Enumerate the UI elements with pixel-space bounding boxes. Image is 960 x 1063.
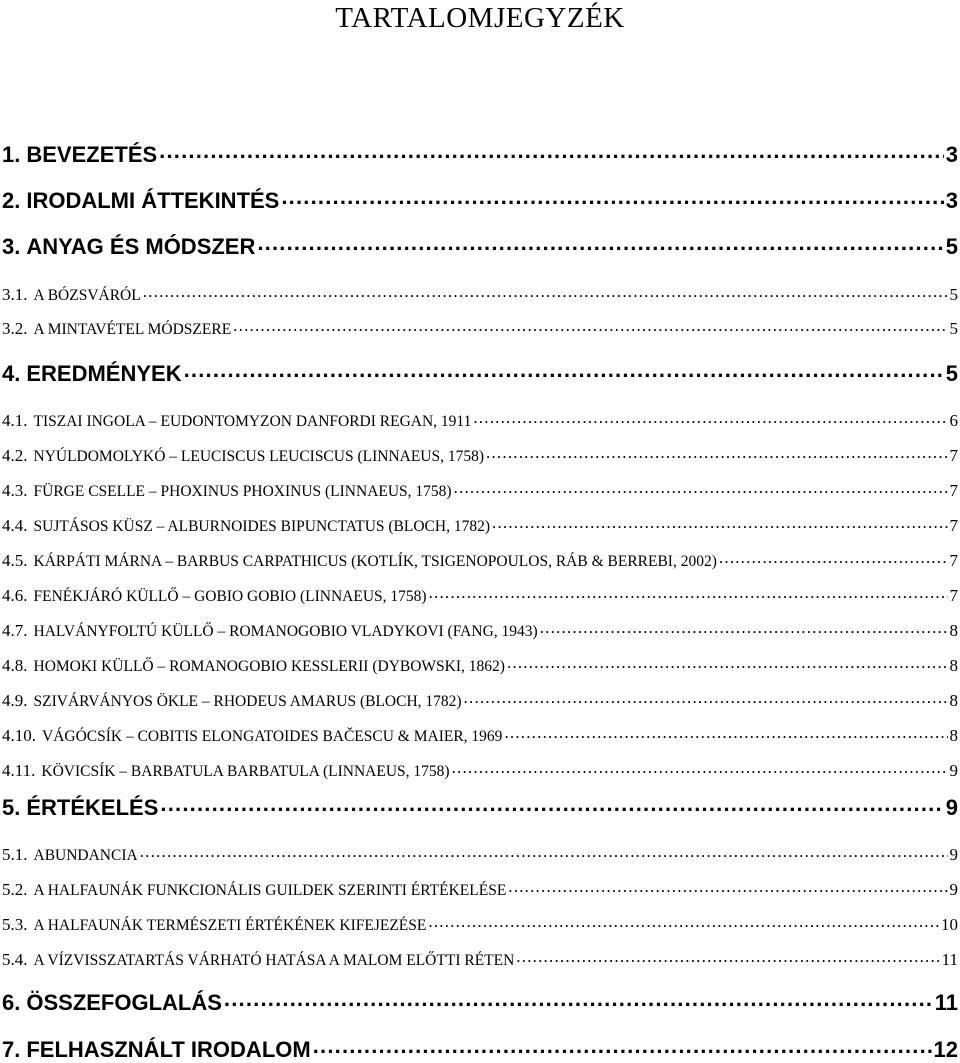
toc-entry[interactable] xyxy=(0,283,958,305)
toc-page-number: 9 xyxy=(949,845,958,864)
toc-entry-number: 4.5. xyxy=(2,551,28,570)
toc-entry-number: 4.11. xyxy=(2,761,36,780)
toc-leader-dots xyxy=(504,724,947,741)
toc-entry-number: 5.4. xyxy=(2,950,28,969)
toc-entry-title: FENÉKJÁRÓ KÜLLŐ – GOBIO GOBIO (LINNAEUS, 1758) xyxy=(33,588,427,605)
toc-entry[interactable] xyxy=(0,186,958,214)
toc-leader-dots xyxy=(464,689,948,706)
toc-entry-title: BEVEZETÉS xyxy=(26,142,158,167)
toc-entry-title: EREDMÉNYEK xyxy=(26,361,182,386)
toc-entry[interactable] xyxy=(0,444,958,466)
toc-entry-title: ANYAG ÉS MÓDSZER xyxy=(26,234,256,259)
toc-entry-title: ÉRTÉKELÉS xyxy=(26,795,159,820)
toc-entry[interactable] xyxy=(0,514,958,536)
toc-entry-title: HOMOKI KÜLLŐ – ROMANOGOBIO KESSLERII (DYBOWSKI, 1862) xyxy=(33,658,505,675)
toc-entry-number: 6. xyxy=(2,990,21,1015)
toc-page-number: 8 xyxy=(949,656,958,675)
toc-entry-number: 4.6. xyxy=(2,586,28,605)
toc-page-number: 8 xyxy=(949,691,958,710)
toc-page-number: 6 xyxy=(949,411,958,430)
toc-entry-title: A HALFAUNÁK FUNKCIONÁLIS GUILDEK SZERINTI ÉRTÉKELÉSE xyxy=(33,882,507,899)
toc-entry-number: 2. xyxy=(2,188,21,213)
toc-entry-title: FÜRGE CSELLE – PHOXINUS PHOXINUS (LINNAEUS, 1758) xyxy=(33,483,452,500)
toc-entry-title: NYÚLDOMOLYKÓ – LEUCISCUS LEUCISCUS (LINNAEUS, 1758) xyxy=(33,448,485,465)
toc-entry[interactable] xyxy=(0,913,958,935)
toc-leader-dots xyxy=(719,549,948,566)
toc-page-number: 9 xyxy=(949,761,958,780)
toc-leader-dots xyxy=(143,283,948,300)
toc-page-number: 7 xyxy=(949,516,958,535)
toc-entry-title: HALVÁNYFOLTÚ KÜLLŐ – ROMANOGOBIO VLADYKOVI (FANG, 1943) xyxy=(33,623,538,640)
toc-entry-title: ABUNDANCIA xyxy=(33,847,138,864)
toc-leader-dots xyxy=(429,584,948,601)
toc-entry-number: 4.10. xyxy=(2,726,36,745)
toc-leader-dots xyxy=(454,479,948,496)
toc-leader-dots xyxy=(313,1035,932,1057)
toc-page-number: 8 xyxy=(949,726,958,745)
toc-page-number: 5 xyxy=(945,361,958,386)
toc-entry-title: SZIVÁRVÁNYOS ÖKLE – RHODEUS AMARUS (BLOCH, 1782) xyxy=(33,693,462,710)
toc-page-number: 7 xyxy=(949,481,958,500)
toc-entry-number: 5.1. xyxy=(2,845,28,864)
toc-entry[interactable] xyxy=(0,1035,958,1063)
toc-page-number: 3 xyxy=(945,188,958,213)
toc-entry-title: A BÓZSVÁRÓL xyxy=(33,287,141,304)
toc-leader-dots xyxy=(492,514,948,531)
toc-entry-number: 4.7. xyxy=(2,621,28,640)
toc-entry-number: 4.4. xyxy=(2,516,28,535)
toc-entry-title: A VÍZVISSZATARTÁS VÁRHATÓ HATÁSA A MALOM ELŐTTI RÉTEN xyxy=(33,952,515,969)
toc-entry-number: 5.3. xyxy=(2,915,28,934)
toc-leader-dots xyxy=(184,359,944,381)
toc-entry-number: 4.2. xyxy=(2,446,28,465)
toc-entry[interactable] xyxy=(0,584,958,606)
toc-leader-dots xyxy=(140,843,948,860)
toc-leader-dots xyxy=(281,186,943,208)
toc-page-number: 5 xyxy=(949,285,958,304)
toc-entry-number: 4.9. xyxy=(2,691,28,710)
toc-entry-number: 4.8. xyxy=(2,656,28,675)
toc-entry-title: SUJTÁSOS KÜSZ – ALBURNOIDES BIPUNCTATUS (BLOCH, 1782) xyxy=(33,518,490,535)
toc-page-number: 7 xyxy=(949,586,958,605)
toc-entry-number: 3.2. xyxy=(2,319,28,338)
toc-entry[interactable] xyxy=(0,948,958,970)
toc-leader-dots xyxy=(507,654,948,671)
toc-leader-dots xyxy=(257,232,943,254)
toc-entry-title: FELHASZNÁLT IRODALOM xyxy=(26,1037,311,1062)
toc-entry-title: TISZAI INGOLA – EUDONTOMYZON DANFORDI REGAN, 1911 xyxy=(33,413,472,430)
toc-entry-number: 1. xyxy=(2,142,21,167)
toc-leader-dots xyxy=(160,793,943,815)
toc-entry-number: 4.3. xyxy=(2,481,28,500)
toc-entry-title: KÖVICSÍK – BARBATULA BARBATULA (LINNAEUS, 1758) xyxy=(41,763,450,780)
toc-entry[interactable] xyxy=(0,359,958,387)
toc-entry-title: KÁRPÁTI MÁRNA – BARBUS CARPATHICUS (KOTLÍK, TSIGENOPOULOS, RÁB & BERREBI, 2002) xyxy=(33,553,717,570)
toc-entry[interactable] xyxy=(0,843,958,865)
toc-entry-title: VÁGÓCSÍK – COBITIS ELONGATOIDES BAČESCU & MAIER, 1969 xyxy=(42,728,503,745)
toc-entry-number: 4. xyxy=(2,361,21,386)
toc-page-number: 5 xyxy=(949,319,958,338)
toc-leader-dots xyxy=(473,409,947,426)
toc-leader-dots xyxy=(486,444,947,461)
toc-leader-dots xyxy=(159,140,944,162)
toc-entry[interactable] xyxy=(0,479,958,501)
toc-page-number: 9 xyxy=(949,880,958,899)
toc-page-number: 11 xyxy=(934,990,958,1015)
toc-leader-dots xyxy=(224,988,933,1010)
toc-entry[interactable] xyxy=(0,988,958,1016)
toc-entry[interactable] xyxy=(0,878,958,900)
toc-entry[interactable] xyxy=(0,409,958,431)
toc-entry[interactable] xyxy=(0,232,958,260)
toc-entry-title: ÖSSZEFOGLALÁS xyxy=(26,990,222,1015)
toc-page-number: 9 xyxy=(945,795,958,820)
toc-entry[interactable] xyxy=(0,317,958,339)
toc-entry-number: 3.1. xyxy=(2,285,28,304)
toc-page-number: 12 xyxy=(933,1037,958,1062)
toc-entry-number: 7. xyxy=(2,1037,21,1062)
toc-page-number: 10 xyxy=(941,915,958,934)
toc-entry-number: 3. xyxy=(2,234,21,259)
toc-page-number: 3 xyxy=(945,142,958,167)
toc-entry-number: 5.2. xyxy=(2,880,28,899)
toc-entry[interactable] xyxy=(0,689,958,711)
toc-leader-dots xyxy=(516,948,939,965)
toc-entry[interactable] xyxy=(0,654,958,676)
toc-page-number: 8 xyxy=(949,621,958,640)
toc-entry-title: IRODALMI ÁTTEKINTÉS xyxy=(26,188,280,213)
toc-leader-dots xyxy=(233,317,947,334)
toc-entry[interactable] xyxy=(0,140,958,168)
toc-page-number: 11 xyxy=(941,950,958,969)
toc-leader-dots xyxy=(540,619,948,636)
toc-page-number: 7 xyxy=(949,446,958,465)
toc-entry[interactable] xyxy=(0,724,958,746)
toc-leader-dots xyxy=(508,878,947,895)
toc-entry-number: 5. xyxy=(2,795,21,820)
toc-entry[interactable] xyxy=(0,759,958,781)
toc-entry-title: A MINTAVÉTEL MÓDSZERE xyxy=(33,321,232,338)
toc-entry[interactable] xyxy=(0,619,958,641)
toc-entry[interactable] xyxy=(0,793,958,821)
toc-leader-dots xyxy=(452,759,948,776)
page-title: TARTALOMJEGYZÉK xyxy=(335,2,625,34)
toc-page-number: 5 xyxy=(945,234,958,259)
toc-page-number: 7 xyxy=(949,551,958,570)
toc-entry-number: 4.1. xyxy=(2,411,28,430)
toc-leader-dots xyxy=(428,913,939,930)
toc-entry[interactable] xyxy=(0,549,958,571)
toc-entry-title: A HALFAUNÁK TERMÉSZETI ÉRTÉKÉNEK KIFEJEZÉSE xyxy=(33,917,427,934)
